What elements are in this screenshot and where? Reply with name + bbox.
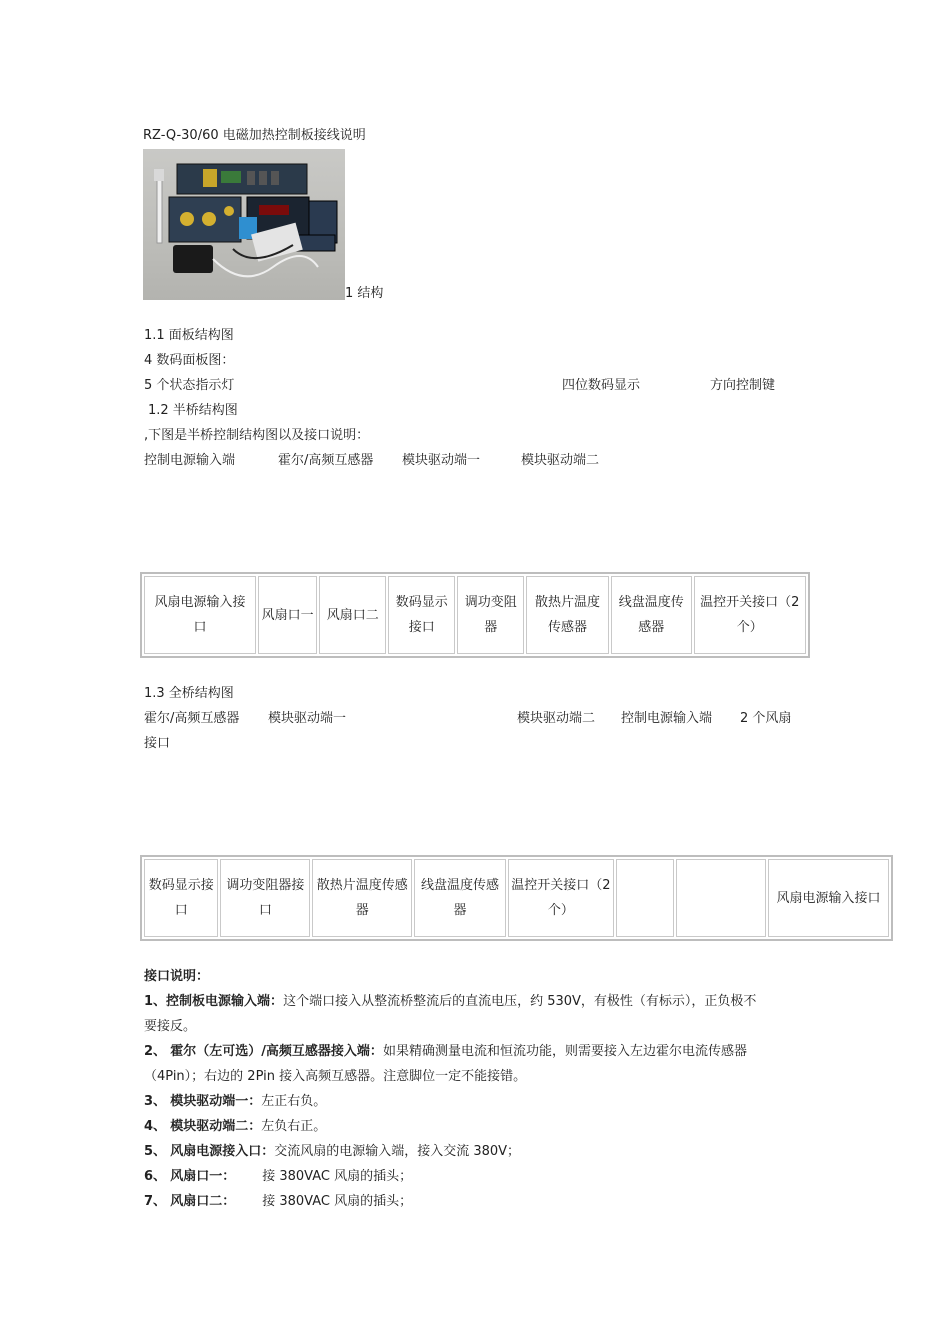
half-label-driver1: 模块驱动端一 bbox=[402, 453, 481, 468]
note-label: 霍尔（左可选）/高频互感器接入端： bbox=[170, 1044, 383, 1059]
table-cell bbox=[526, 576, 609, 654]
cell-line: 数码显示接 bbox=[148, 878, 214, 893]
cell-line: 温控开关接口（2 bbox=[700, 595, 800, 610]
table-cell bbox=[220, 859, 310, 937]
half-bridge-intro: ,下图是半桥控制结构图以及接口说明： bbox=[144, 428, 370, 443]
note-item bbox=[144, 1042, 747, 1062]
table-cell bbox=[388, 576, 455, 654]
note-item-cont: （4Pin）；右边的 2Pin 接入高频互感器。注意脚位一定不能接错。 bbox=[144, 1069, 527, 1084]
table-cell bbox=[508, 859, 614, 937]
table-cell bbox=[611, 576, 692, 654]
half-label-power: 控制电源输入端 bbox=[144, 453, 236, 468]
note-num: 5、 bbox=[144, 1144, 167, 1159]
interface-notes-title: 接口说明： bbox=[144, 969, 210, 984]
doc-title: RZ-Q-30/60 电磁加热控制板接线说明 bbox=[143, 128, 366, 143]
control-board-photo bbox=[143, 149, 345, 300]
cell-line: 线盘温度传感 bbox=[420, 878, 499, 893]
cell-line: 口 bbox=[193, 620, 207, 635]
full-label-hall: 霍尔/高频互感器 bbox=[144, 711, 240, 726]
table-cell bbox=[258, 576, 317, 654]
table-cell bbox=[312, 859, 412, 937]
label-status-leds: 5 个状态指示灯 bbox=[144, 378, 235, 393]
note-item bbox=[144, 992, 756, 1012]
note-label: 模块驱动端二： bbox=[170, 1119, 262, 1134]
half-bridge-interface-table bbox=[140, 572, 810, 658]
panel-digits-label: 4 数码面板图： bbox=[144, 353, 235, 368]
note-item bbox=[144, 1167, 412, 1187]
note-label: 风扇电源接入口： bbox=[170, 1144, 275, 1159]
note-label: 控制板电源输入端： bbox=[166, 994, 284, 1009]
full-label-driver2: 模块驱动端二 bbox=[517, 711, 596, 726]
cell-line: 温控开关接口（2 bbox=[511, 878, 611, 893]
cell-line: 风扇电源输入接口 bbox=[776, 890, 881, 906]
note-num: 4、 bbox=[144, 1119, 167, 1134]
note-text: 交流风扇的电源输入端，接入交流 380V； bbox=[274, 1144, 521, 1159]
table-cell bbox=[694, 576, 806, 654]
cell-line: 散热片温度传感 bbox=[316, 878, 408, 893]
label-direction-keys: 方向控制键 bbox=[710, 378, 776, 393]
table-cell bbox=[768, 859, 889, 937]
half-label-driver2: 模块驱动端二 bbox=[521, 453, 600, 468]
cell-line: 风扇电源输入接 bbox=[154, 595, 246, 610]
note-num: 3、 bbox=[144, 1094, 167, 1109]
cell-line: 器 bbox=[355, 903, 369, 918]
cell-line: 数码显示 bbox=[395, 595, 448, 610]
note-label: 风扇口二： bbox=[170, 1194, 236, 1209]
cell-line: 器 bbox=[484, 620, 498, 635]
note-label: 风扇口一： bbox=[170, 1169, 236, 1184]
cell-line: 个） bbox=[547, 903, 574, 918]
table-cell bbox=[676, 859, 766, 937]
table-cell bbox=[616, 859, 674, 937]
full-bridge-interface-table bbox=[140, 855, 893, 941]
label-four-digit: 四位数码显示 bbox=[562, 378, 641, 393]
table-cell bbox=[144, 859, 218, 937]
full-label-fans: 2 个风扇 bbox=[740, 711, 792, 726]
note-num: 6、 bbox=[144, 1169, 167, 1184]
cell-line: 调功变阻 bbox=[464, 595, 517, 610]
full-label-fans-wrap: 接口 bbox=[144, 736, 171, 751]
note-text: 接 380VAC 风扇的插头； bbox=[262, 1194, 413, 1209]
note-text: 这个端口接入从整流桥整流后的直流电压，约 530V，有极性（有标示），正负极不 bbox=[283, 994, 757, 1009]
note-text: 左正右负。 bbox=[261, 1094, 327, 1109]
note-num: 2、 bbox=[144, 1044, 167, 1059]
table-cell bbox=[144, 576, 256, 654]
table-cell bbox=[457, 576, 524, 654]
cell-line: 感器 bbox=[638, 620, 665, 635]
cell-line: 线盘温度传 bbox=[618, 595, 684, 610]
note-num: 7、 bbox=[144, 1194, 167, 1209]
section-1-2: 1.2 半桥结构图 bbox=[148, 403, 238, 418]
note-label: 模块驱动端一： bbox=[170, 1094, 262, 1109]
cell-line: 风扇口二 bbox=[326, 607, 379, 623]
cell-line: 口 bbox=[258, 903, 272, 918]
cell-line: 器 bbox=[453, 903, 467, 918]
note-text: 如果精确测量电流和恒流功能，则需要接入左边霍尔电流传感器 bbox=[382, 1044, 747, 1059]
full-label-power: 控制电源输入端 bbox=[621, 711, 713, 726]
section-1-3: 1.3 全桥结构图 bbox=[144, 686, 234, 701]
note-item bbox=[144, 1142, 520, 1162]
cell-line: 口 bbox=[174, 903, 188, 918]
note-item-cont: 要接反。 bbox=[144, 1019, 197, 1034]
note-text: 左负右正。 bbox=[261, 1119, 327, 1134]
note-item bbox=[144, 1117, 326, 1137]
note-item bbox=[144, 1192, 412, 1212]
cell-line: 个） bbox=[736, 620, 763, 635]
cell-line: 传感器 bbox=[548, 620, 588, 635]
table-cell bbox=[319, 576, 386, 654]
control-board-illustration bbox=[143, 149, 345, 300]
note-text: 接 380VAC 风扇的插头； bbox=[262, 1169, 413, 1184]
cell-line: 调功变阻器接 bbox=[226, 878, 305, 893]
structure-heading: 1 结构 bbox=[345, 286, 384, 301]
note-num: 1、 bbox=[144, 994, 167, 1009]
section-1-1: 1.1 面板结构图 bbox=[144, 328, 234, 343]
cell-line: 风扇口一 bbox=[261, 607, 314, 623]
full-label-driver1: 模块驱动端一 bbox=[268, 711, 347, 726]
note-item bbox=[144, 1092, 326, 1112]
half-label-hall: 霍尔/高频互感器 bbox=[278, 453, 374, 468]
table-cell bbox=[414, 859, 506, 937]
cell-line: 散热片温度 bbox=[535, 595, 601, 610]
cell-line: 接口 bbox=[408, 620, 435, 635]
